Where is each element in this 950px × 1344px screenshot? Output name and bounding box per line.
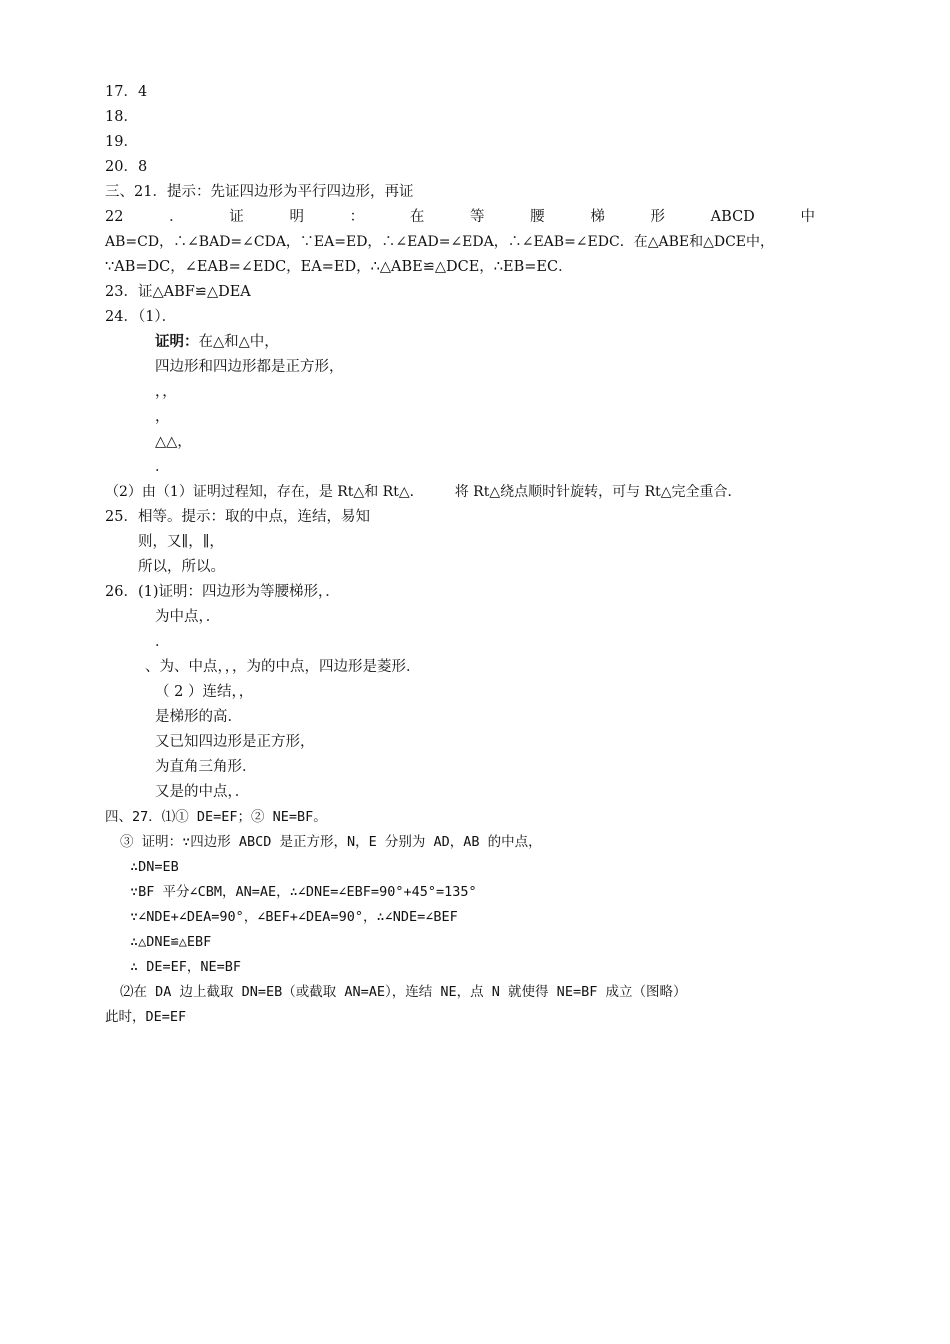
answer-17: 17．4 — [105, 84, 148, 100]
answer-22-word: 中 — [800, 209, 815, 225]
answer-25-line-2: 则，又∥，∥， — [138, 534, 224, 550]
answer-27-proof-line: ∵BF 平分∠CBM，AN=AE，∴∠DNE=∠EBF=90°+45°=135° — [130, 884, 477, 900]
answer-19: 19． — [105, 134, 138, 150]
answer-24-proof-line: △△， — [155, 434, 192, 450]
answer-22-word: 明 — [289, 209, 304, 225]
answer-24-proof-line — [155, 332, 279, 352]
answer-27-proof-line: ③ 证明：∵四边形 ABCD 是正方形，N，E 分别为 AD，AB 的中点， — [120, 834, 542, 850]
answer-22-line-3: ∵AB=DC，∠EAB=∠EDC，EA=ED，∴△ABE≌△DCE，∴EB=EC． — [105, 259, 573, 275]
answer-24-proof-line: ． — [155, 459, 170, 475]
answer-22-line-2: AB=CD，∴∠BAD=∠CDA，∵EA=ED，∴∠EAD=∠EDA，∴∠EAB=∠EDC．在△ABE和△DCE中， — [105, 234, 775, 250]
answer-27-proof-line: ∴△DNE≌△EBF — [130, 934, 212, 950]
answer-24-proof-line: ，， — [155, 384, 177, 400]
answer-22-word: 在 — [409, 209, 425, 225]
answer-24-proof-line: 四边形和四边形都是正方形， — [155, 359, 344, 375]
answer-23: 23．证△ABF≌△DEA — [105, 284, 251, 300]
answer-26-line: 又已知四边形是正方形， — [155, 734, 315, 750]
answer-26-line: 为直角三角形． — [155, 759, 257, 775]
answer-22-word: ： — [349, 209, 365, 225]
answer-20: 20．8 — [105, 159, 148, 175]
answer-22-word: 腰 — [530, 209, 545, 225]
answer-24-part-1: 24．（1）． — [105, 309, 177, 325]
answer-25: 25．相等。提示：取的中点，连结，易知 — [105, 509, 370, 525]
answer-22-word: 22 — [105, 209, 124, 225]
answer-21: 三、21．提示：先证四边形为平行四边形，再证 — [105, 184, 414, 200]
answer-27-proof-line: ∴ DE=EF，NE=BF — [130, 959, 242, 975]
proof-label: 证明： — [155, 333, 199, 350]
answer-22-word: 梯 — [590, 209, 605, 225]
answer-22-word: 等 — [469, 209, 485, 225]
answer-27-part-2: ⑵在 DA 边上截取 DN=EB（或截取 AN=AE），连结 NE，点 N 就使得 NE=BF 成立（图略） — [120, 984, 687, 1000]
answer-22-word: 证 — [229, 209, 244, 225]
answer-27-proof-line: ∴DN=EB — [130, 859, 179, 875]
answer-26-line: 又是的中点，． — [155, 784, 250, 800]
proof-text: 在△和△中， — [198, 334, 279, 350]
answer-27: 四、27．⑴① DE=EF；② NE=BF。 — [105, 809, 327, 825]
answer-27-proof-line: ∵∠NDE+∠DEA=90°，∠BEF+∠DEA=90°，∴∠NDE=∠BEF — [130, 909, 458, 925]
answer-24-proof-line: ， — [155, 409, 170, 425]
answer-27-conclusion: 此时，DE=EF — [105, 1009, 187, 1025]
answer-26-line: 为中点，． — [155, 609, 221, 625]
answer-22-heading — [105, 207, 815, 227]
answer-26: 26．(1)证明：四边形为等腰梯形，． — [105, 584, 340, 600]
answer-26-line: 、为、中点，，，为的中点，四边形是菱形． — [145, 659, 421, 675]
answer-18: 18． — [105, 109, 138, 125]
answer-26-line: ． — [155, 634, 170, 650]
answer-22-word: 形 — [650, 209, 665, 225]
answer-26-part-2: （ 2 ）连结，， — [155, 684, 254, 700]
answer-22-word: ABCD — [710, 209, 755, 225]
answer-25-line-3: 所以，所以。 — [138, 559, 225, 575]
answer-26-line: 是梯形的高． — [155, 709, 242, 725]
answer-22-word: ． — [169, 209, 184, 225]
answer-24-part-2: （2）由（1）证明过程知，存在，是 Rt△和 Rt△． 将 Rt△绕点顺时针旋转，可与 Rt△完全重合． — [105, 484, 742, 500]
